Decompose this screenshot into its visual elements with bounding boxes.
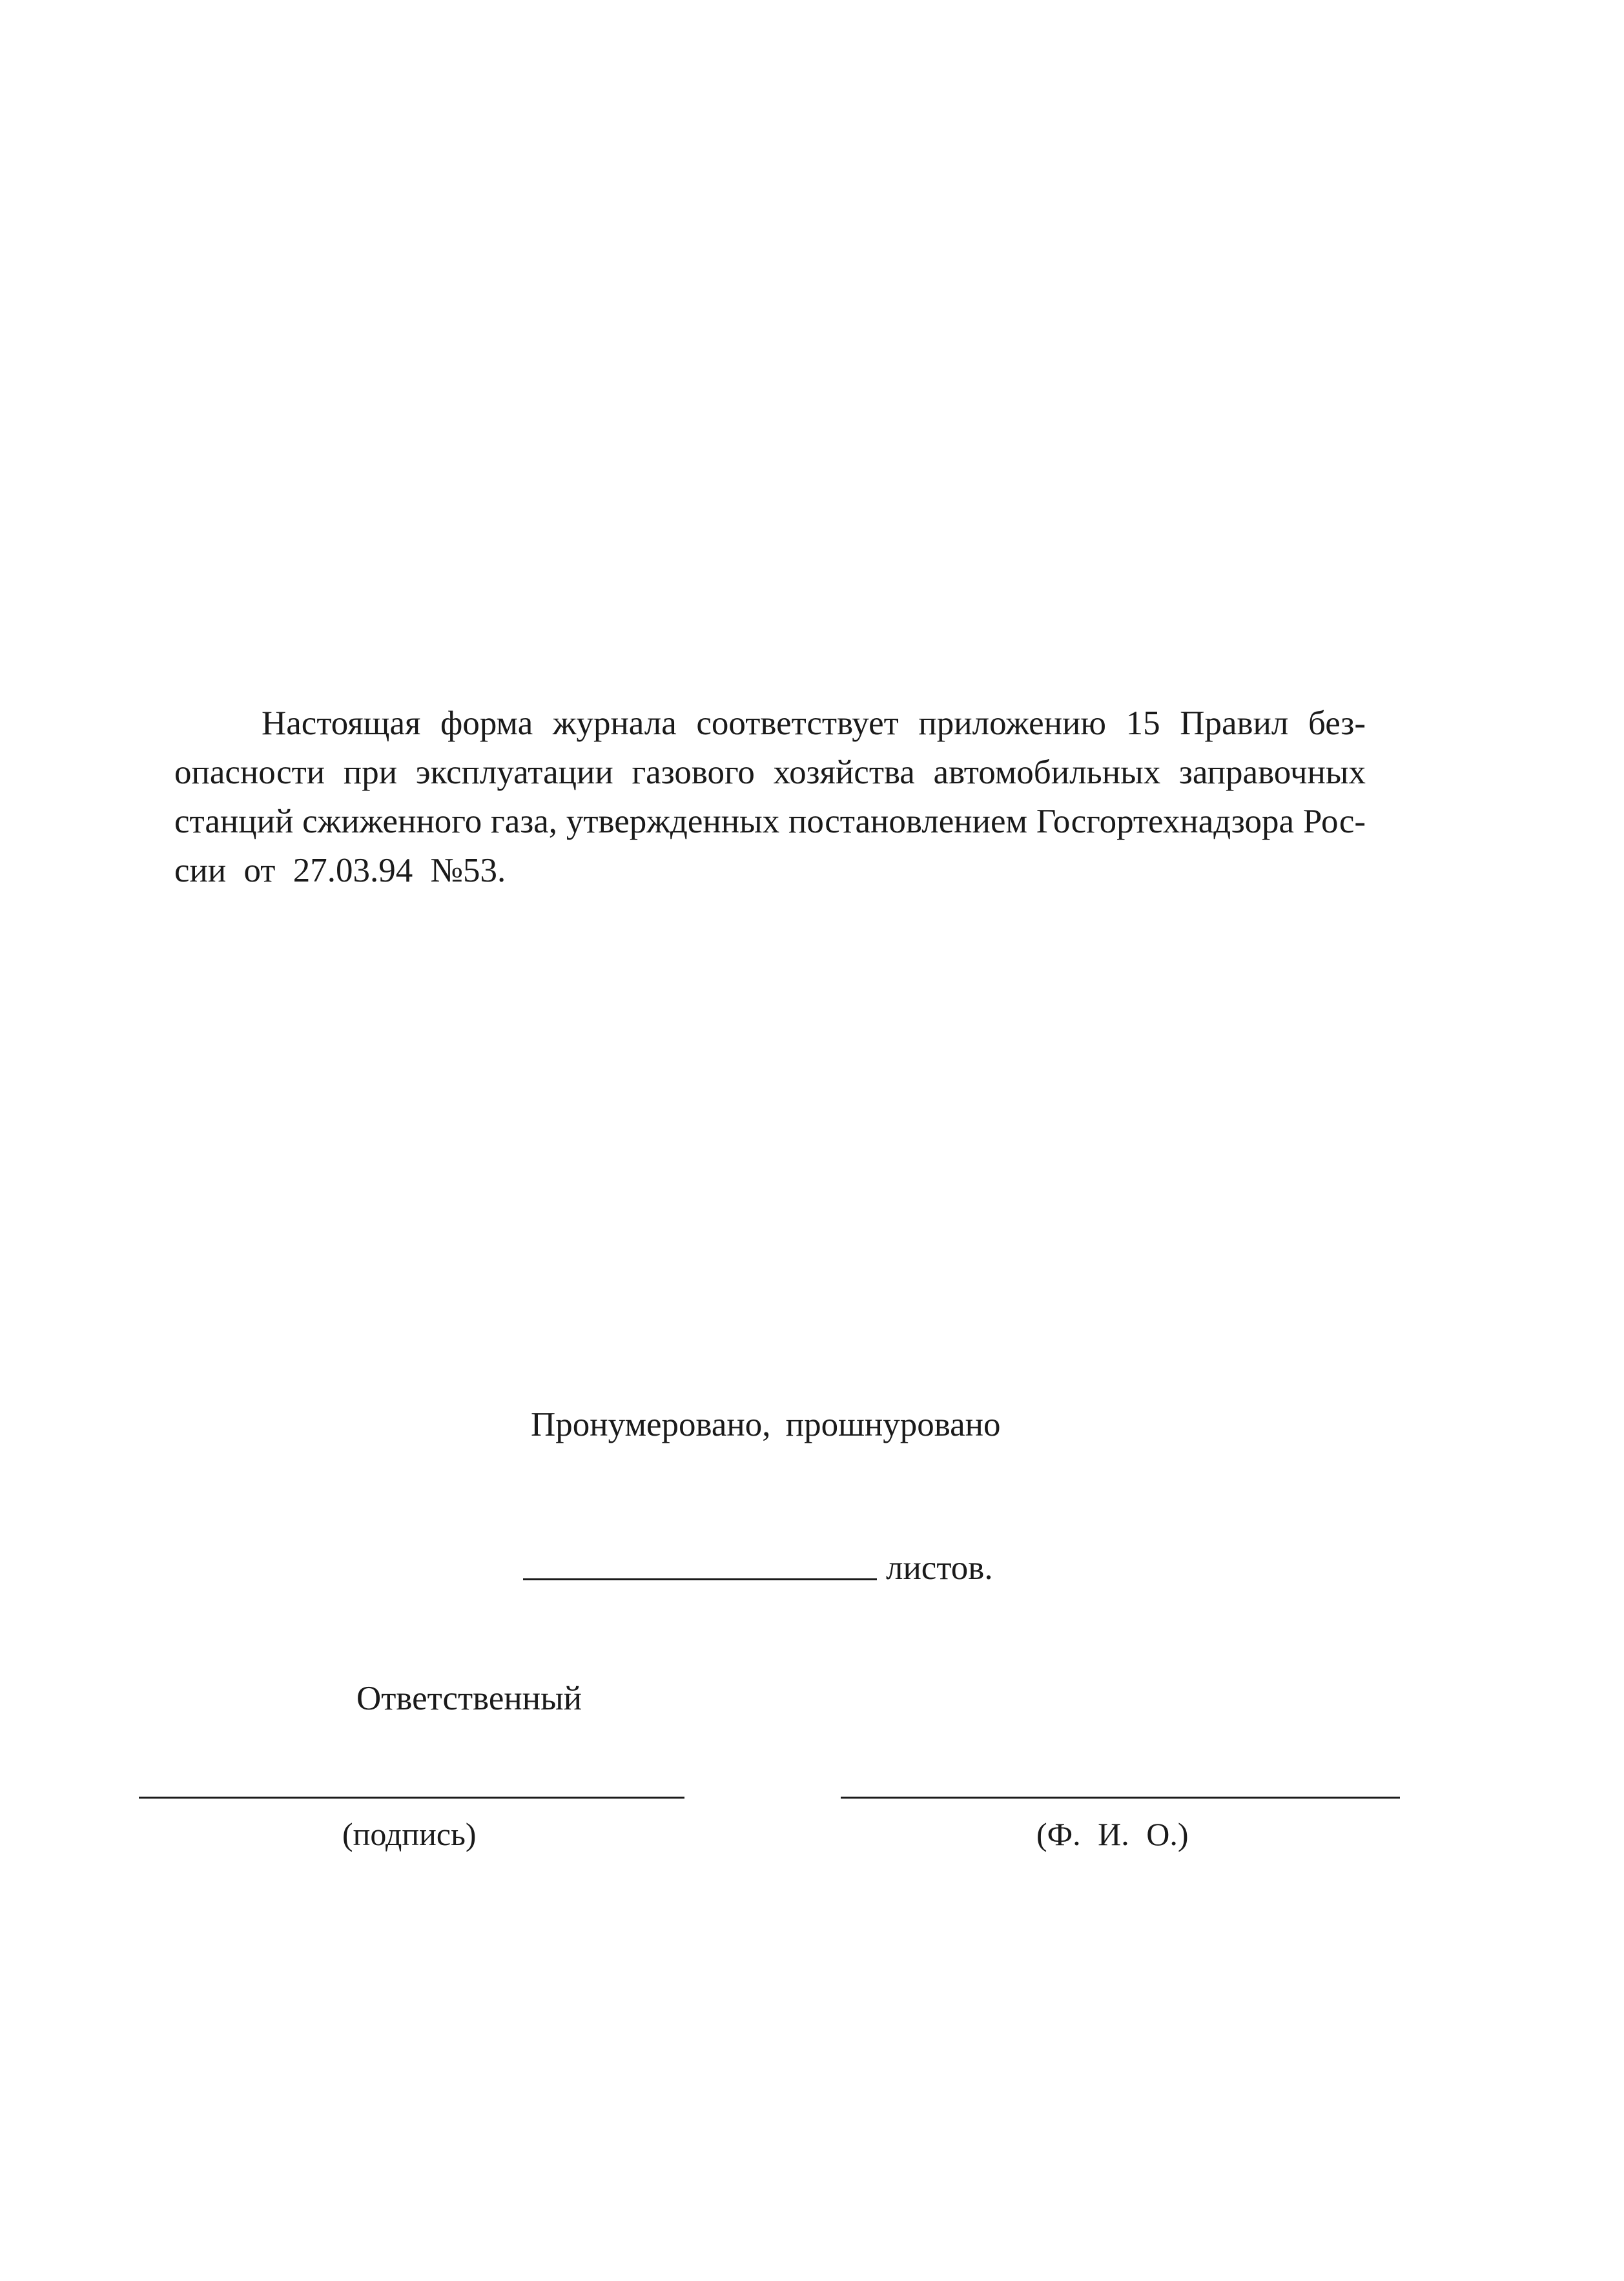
sheets-count-row [523,1543,1104,1593]
full-name-caption: (Ф. И. О.) [1036,1816,1189,1852]
intro-line-4: сии от 27.03.94 №53. [174,852,506,889]
intro-paragraph [174,699,1366,895]
intro-line-1: Настоящая форма журнала соответствует приложению 15 Правил без- [262,705,1366,742]
numbered-laced-label: Пронумеровано, прошнуровано [531,1406,1001,1443]
signature-caption: (подпись) [342,1816,477,1852]
responsible-label: Ответственный [356,1680,582,1717]
intro-line-3: станций сжиженного газа, утвержденных постановлением Госгортехнадзора Рос- [174,803,1366,840]
full-name-blank-line [841,1797,1400,1799]
intro-line-2: опасности при эксплуатации газового хозяйства автомобильных заправочных [174,754,1366,791]
sheets-label: листов. [886,1549,993,1587]
sheets-count-blank-line [523,1578,877,1580]
signature-blank-line [139,1797,684,1799]
